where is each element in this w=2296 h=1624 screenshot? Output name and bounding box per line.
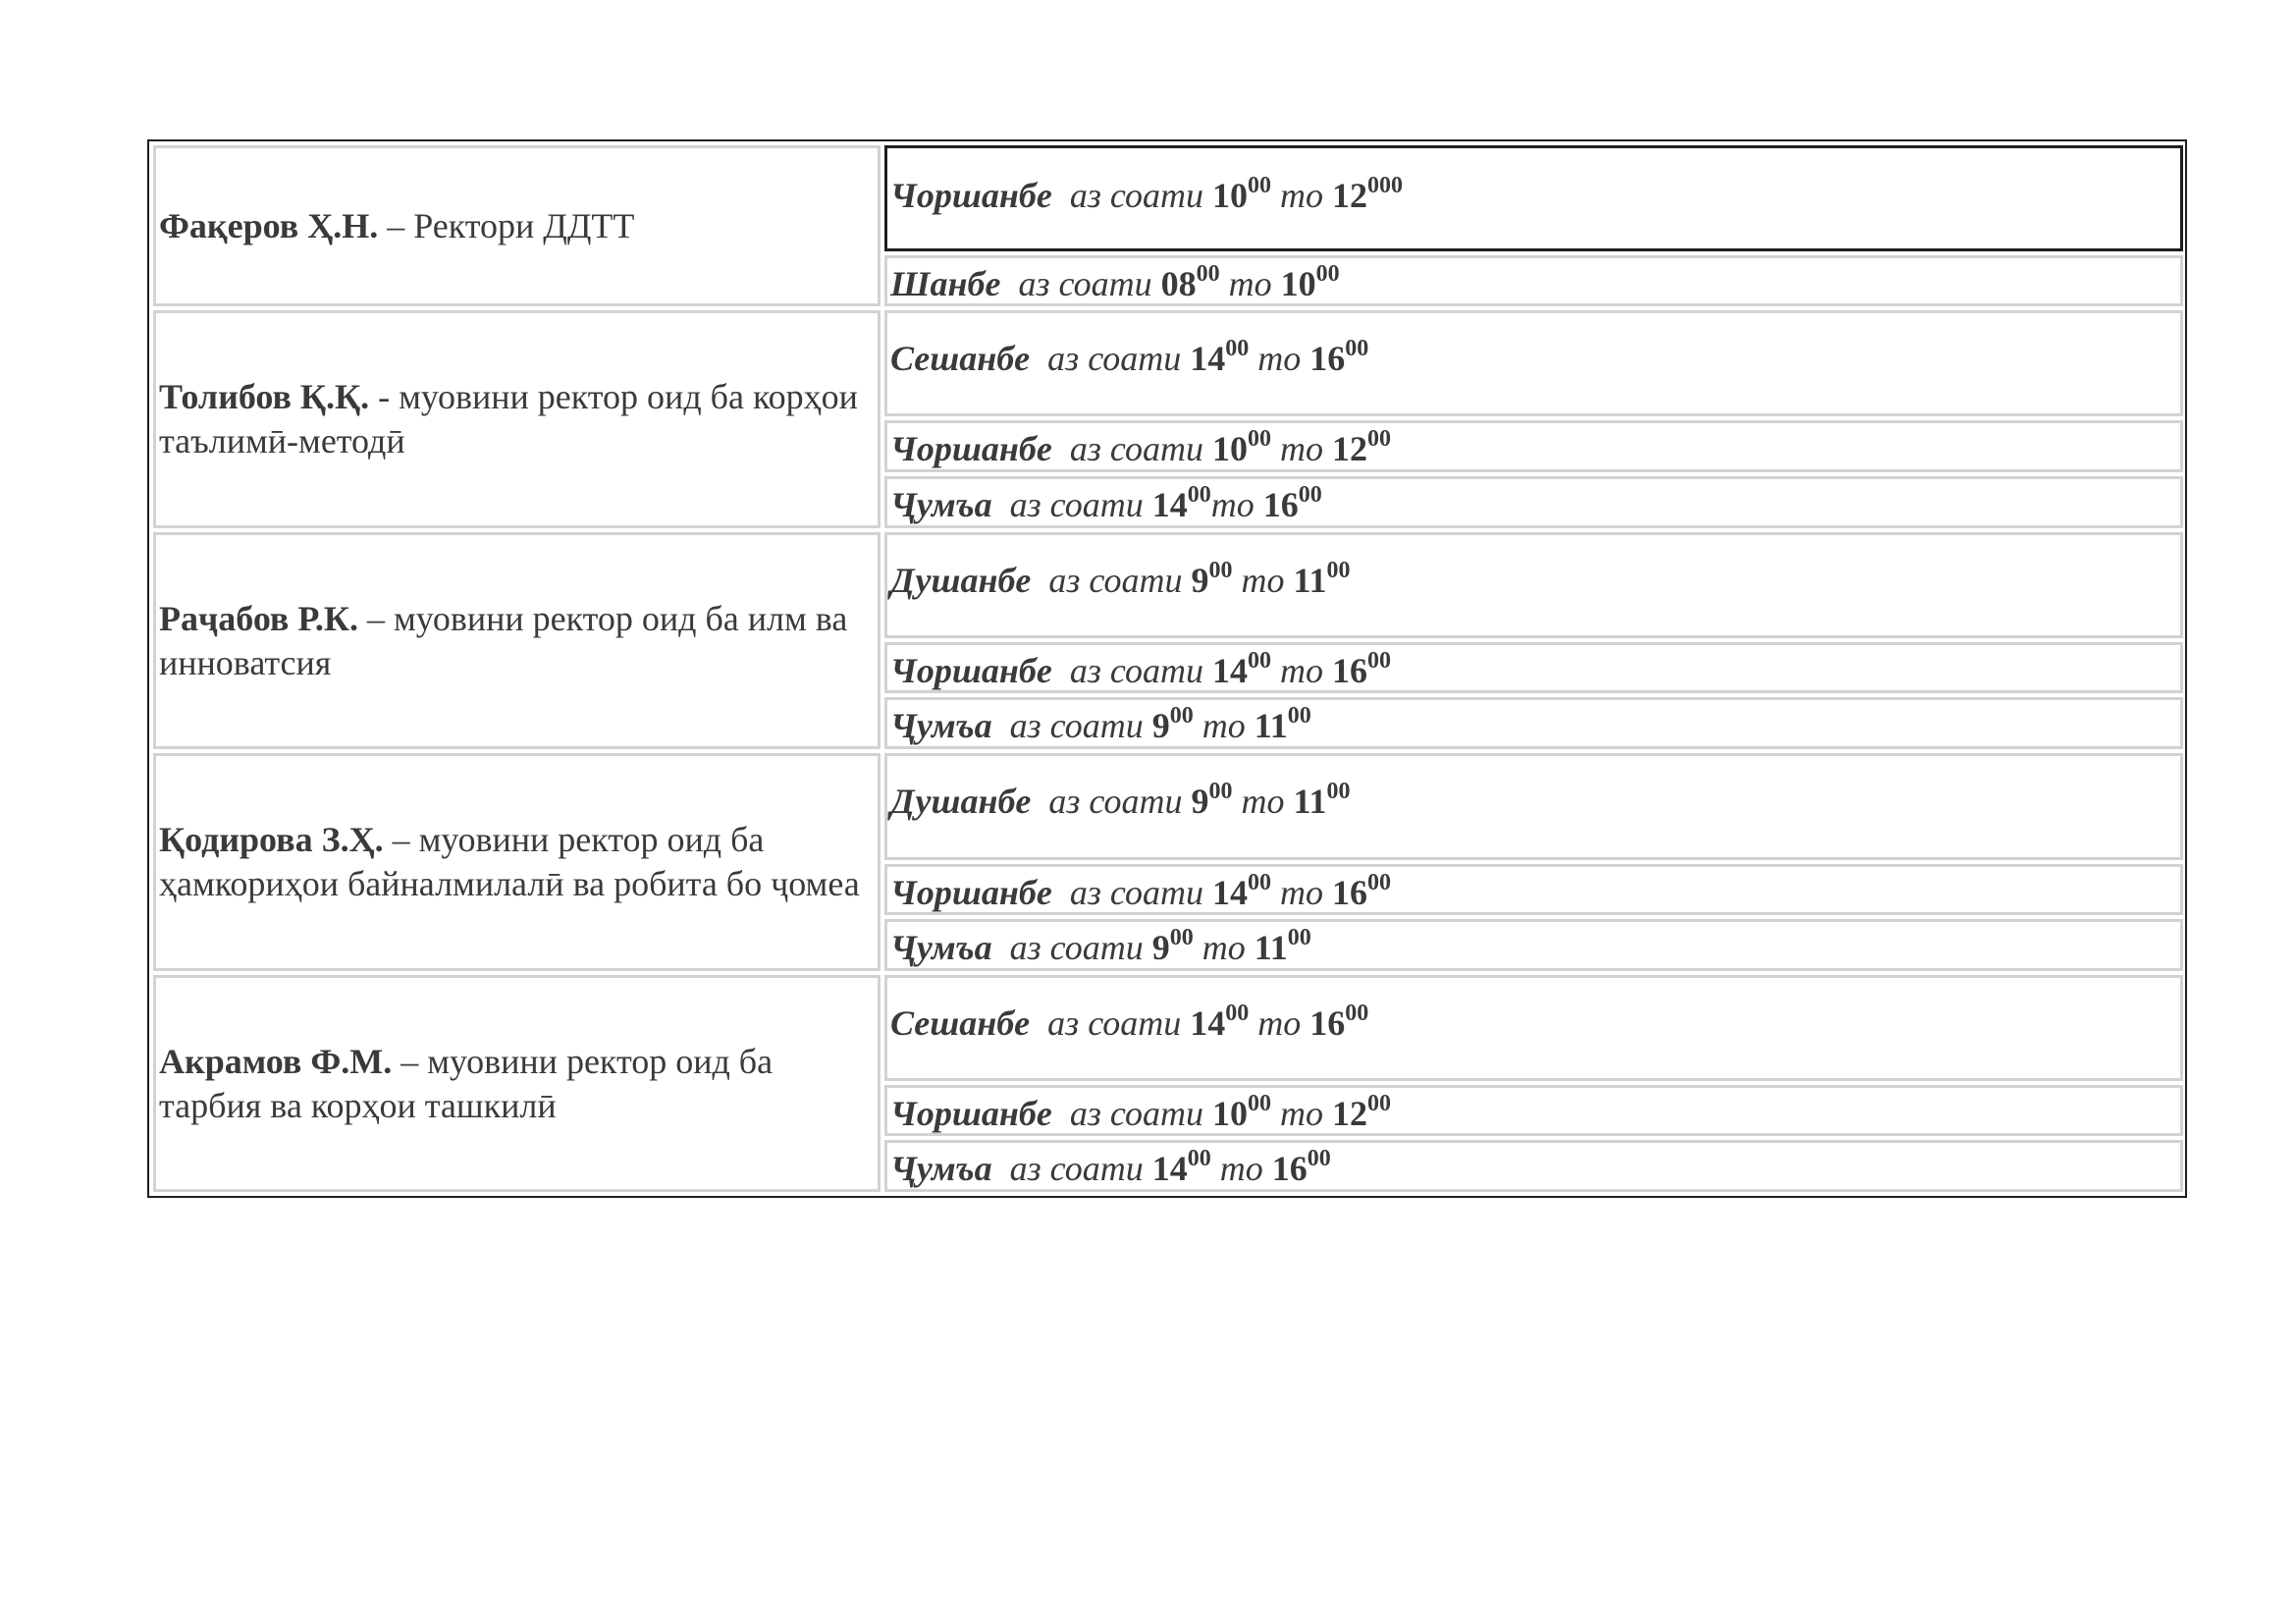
- schedule-slot: [884, 1085, 2183, 1136]
- from-label: аз соати: [1048, 782, 1183, 821]
- from-hour: 9: [1151, 928, 1170, 967]
- from-label: аз соати: [1009, 485, 1144, 524]
- schedule-slot: [884, 864, 2183, 915]
- to-label: то: [1279, 176, 1323, 215]
- schedule-slot: [884, 476, 2183, 528]
- to-label: то: [1241, 782, 1285, 821]
- schedule-slot: [884, 255, 2183, 306]
- from-hour: 10: [1211, 429, 1248, 468]
- weekday: Ҷумъа: [890, 485, 992, 524]
- from-minutes: 00: [1247, 648, 1271, 674]
- from-hour: 9: [1191, 782, 1209, 821]
- from-minutes: 00: [1247, 1091, 1271, 1116]
- person-description: [159, 204, 878, 248]
- from-hour: 14: [1190, 339, 1226, 378]
- from-label: аз соати: [1009, 928, 1144, 967]
- from-hour: 9: [1191, 561, 1209, 600]
- from-minutes: 00: [1187, 482, 1211, 508]
- from-label: аз соати: [1069, 429, 1203, 468]
- to-minutes: 00: [1345, 336, 1369, 361]
- to-minutes: 000: [1366, 173, 1403, 198]
- schedule-slot: [884, 697, 2183, 749]
- person-description: [159, 818, 878, 906]
- weekday: Чоршанбе: [890, 176, 1052, 215]
- to-hour: 11: [1293, 561, 1327, 600]
- weekday: Сешанбе: [890, 339, 1031, 378]
- from-hour: 08: [1160, 264, 1197, 303]
- reception-schedule-table: [147, 139, 2187, 1198]
- from-label: аз соати: [1048, 561, 1183, 600]
- person-cell: [153, 975, 881, 1192]
- person-role: – муовини ректор оид ба тарбия ва корҳои ташкилӣ: [159, 1041, 774, 1125]
- schedule-slot: [884, 145, 2183, 251]
- to-minutes: 00: [1366, 870, 1391, 895]
- weekday: Душанбе: [890, 782, 1032, 821]
- to-minutes: 00: [1307, 1146, 1331, 1171]
- to-minutes: 00: [1287, 703, 1311, 729]
- to-hour: 11: [1293, 782, 1327, 821]
- person-name: Фақеров Ҳ.Н.: [159, 205, 379, 245]
- person-role: – Ректори ДДТТ: [378, 205, 635, 245]
- weekday: Чоршанбе: [890, 429, 1052, 468]
- person-role: – муовини ректор оид ба илм ва инноватсия: [159, 598, 848, 682]
- from-minutes: 00: [1187, 1146, 1211, 1171]
- schedule-slot: [884, 642, 2183, 693]
- schedule-slot: [884, 753, 2183, 860]
- to-minutes: 00: [1298, 482, 1322, 508]
- weekday: Шанбе: [890, 264, 1001, 303]
- to-label: то: [1228, 264, 1272, 303]
- from-hour: 14: [1151, 485, 1188, 524]
- weekday: Чоршанбе: [890, 651, 1052, 690]
- person-name: Толибов Қ.Қ.: [159, 377, 370, 416]
- to-hour: 12: [1331, 176, 1367, 215]
- weekday: Чоршанбе: [890, 873, 1052, 912]
- from-hour: 10: [1211, 176, 1248, 215]
- to-label: то: [1279, 1094, 1323, 1133]
- weekday: Ҷумъа: [890, 706, 992, 745]
- to-label: то: [1279, 651, 1323, 690]
- person-cell: [153, 753, 881, 971]
- from-minutes: 00: [1169, 703, 1194, 729]
- schedule-slot: [884, 532, 2183, 638]
- from-minutes: 00: [1208, 779, 1233, 804]
- to-hour: 10: [1280, 264, 1316, 303]
- person-name: Акрамов Ф.М.: [159, 1041, 393, 1081]
- to-hour: 16: [1309, 339, 1346, 378]
- to-label: то: [1201, 706, 1246, 745]
- to-minutes: 00: [1315, 261, 1340, 287]
- from-hour: 9: [1151, 706, 1170, 745]
- to-label: то: [1279, 429, 1323, 468]
- from-label: аз соати: [1047, 339, 1182, 378]
- schedule-slot: [884, 310, 2183, 416]
- to-label: то: [1257, 339, 1302, 378]
- to-label: то: [1219, 1149, 1263, 1188]
- from-hour: 10: [1211, 1094, 1248, 1133]
- person-role: - муовини ректор оид ба корҳои таълимӣ-методӣ: [159, 377, 858, 460]
- to-minutes: 00: [1345, 1001, 1369, 1026]
- from-minutes: 00: [1247, 426, 1271, 452]
- from-minutes: 00: [1247, 173, 1271, 198]
- from-label: аз соати: [1009, 706, 1144, 745]
- person-description: [159, 375, 878, 463]
- from-label: аз соати: [1069, 651, 1203, 690]
- from-hour: 14: [1151, 1149, 1188, 1188]
- to-hour: 12: [1331, 429, 1367, 468]
- to-hour: 16: [1309, 1003, 1346, 1043]
- to-minutes: 00: [1366, 426, 1391, 452]
- weekday: Сешанбе: [890, 1003, 1031, 1043]
- to-hour: 11: [1254, 706, 1288, 745]
- person-cell: [153, 532, 881, 749]
- person-cell: [153, 310, 881, 528]
- from-label: аз соати: [1018, 264, 1152, 303]
- to-minutes: 00: [1287, 925, 1311, 950]
- to-minutes: 00: [1366, 648, 1391, 674]
- to-label: то: [1241, 561, 1285, 600]
- to-minutes: 00: [1326, 558, 1351, 583]
- weekday: Чоршанбе: [890, 1094, 1052, 1133]
- to-hour: 11: [1254, 928, 1288, 967]
- to-label: то: [1257, 1003, 1302, 1043]
- from-label: аз соати: [1069, 1094, 1203, 1133]
- from-minutes: 00: [1225, 336, 1250, 361]
- to-hour: 16: [1331, 873, 1367, 912]
- to-hour: 16: [1331, 651, 1367, 690]
- to-hour: 16: [1271, 1149, 1308, 1188]
- schedule-slot: [884, 420, 2183, 472]
- weekday: Ҷумъа: [890, 928, 992, 967]
- from-minutes: 00: [1169, 925, 1194, 950]
- person-description: [159, 1040, 878, 1128]
- person-role: – муовини ректор оид ба ҳамкориҳои байналмилалӣ ва робита бо ҷомеа: [159, 820, 860, 903]
- from-label: аз соати: [1069, 873, 1203, 912]
- person-cell: [153, 145, 881, 306]
- from-label: аз соати: [1047, 1003, 1182, 1043]
- to-hour: 16: [1262, 485, 1299, 524]
- to-minutes: 00: [1326, 779, 1351, 804]
- schedule-slot: [884, 1140, 2183, 1192]
- from-hour: 14: [1211, 873, 1248, 912]
- schedule-slot: [884, 919, 2183, 971]
- from-label: аз соати: [1069, 176, 1203, 215]
- weekday: Ҷумъа: [890, 1149, 992, 1188]
- to-label: то: [1201, 928, 1246, 967]
- from-minutes: 00: [1208, 558, 1233, 583]
- from-minutes: 00: [1225, 1001, 1250, 1026]
- weekday: Душанбе: [890, 561, 1032, 600]
- from-minutes: 00: [1247, 870, 1271, 895]
- person-description: [159, 597, 878, 685]
- from-minutes: 00: [1196, 261, 1220, 287]
- from-hour: 14: [1211, 651, 1248, 690]
- from-hour: 14: [1190, 1003, 1226, 1043]
- person-name: Раҷабов Р.К.: [159, 598, 358, 638]
- from-label: аз соати: [1009, 1149, 1144, 1188]
- schedule-slot: [884, 975, 2183, 1081]
- to-minutes: 00: [1366, 1091, 1391, 1116]
- to-hour: 12: [1331, 1094, 1367, 1133]
- person-name: Қодирова З.Ҳ.: [159, 820, 384, 859]
- to-label: то: [1210, 485, 1255, 524]
- to-label: то: [1279, 873, 1323, 912]
